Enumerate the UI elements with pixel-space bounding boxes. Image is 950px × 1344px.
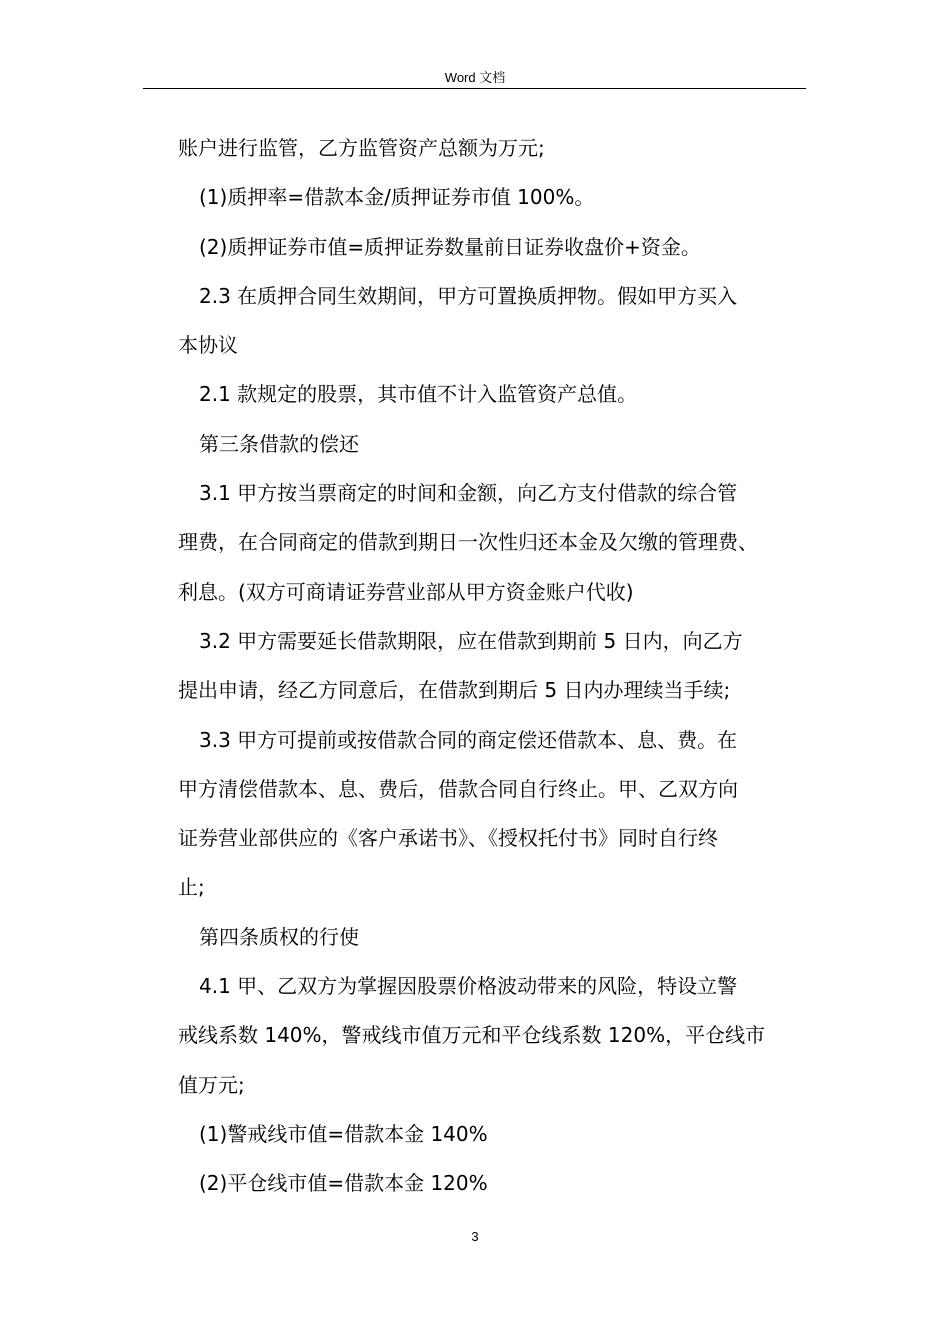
text-line: (1)质押率=借款本金/质押证券市值 100%。 — [199, 185, 595, 210]
section-heading: 第三条借款的偿还 — [199, 431, 359, 456]
text-line: 本协议 — [178, 333, 238, 358]
section-heading: 第四条质权的行使 — [199, 924, 359, 949]
text-line: 3.2 甲方需要延长借款期限，应在借款到期前 5 日内，向乙方 — [199, 628, 743, 653]
text-line: 提出申请，经乙方同意后，在借款到期后 5 日内办理续当手续; — [178, 678, 731, 703]
text-line: 理费，在合同商定的借款到期日一次性归还本金及欠缴的管理费、 — [178, 530, 758, 555]
text-line: (1)警戒线市值=借款本金 140% — [199, 1121, 488, 1146]
text-line: 利息。(双方可商请证券营业部从甲方资金账户代收) — [178, 579, 634, 604]
header-divider — [143, 88, 806, 89]
text-line: 账户进行监管，乙方监管资产总额为万元; — [178, 136, 545, 160]
text-line: 3.3 甲方可提前或按借款合同的商定偿还借款本、息、费。在 — [199, 727, 738, 752]
text-line: 甲方清偿借款本、息、费后，借款合同自行终止。甲、乙双方向 — [178, 776, 738, 801]
text-line: (2)质押证券市值=质押证券数量前日证券收盘价+资金。 — [199, 234, 701, 259]
text-line: 证券营业部供应的《客户承诺书》、《授权托付书》同时自行终 — [178, 826, 718, 851]
page-number: 3 — [471, 1229, 479, 1244]
document-body — [178, 124, 828, 1209]
text-line: 4.1 甲、乙双方为掌握因股票价格波动带来的风险，特设立警 — [199, 974, 738, 999]
page-header: Word 文档 — [444, 70, 506, 85]
text-line: 戒线系数 140%，警戒线市值万元和平仓线系数 120%，平仓线市 — [178, 1023, 766, 1048]
text-line: (2)平仓线市值=借款本金 120% — [199, 1171, 488, 1196]
text-line: 2.1 款规定的股票，其市值不计入监管资产总值。 — [199, 382, 638, 407]
text-line: 值万元; — [178, 1072, 245, 1097]
text-line: 2.3 在质押合同生效期间，甲方可置换质押物。假如甲方买入 — [199, 283, 738, 308]
text-line: 3.1 甲方按当票商定的时间和金额，向乙方支付借款的综合管 — [199, 481, 738, 506]
text-line: 止; — [178, 875, 205, 900]
